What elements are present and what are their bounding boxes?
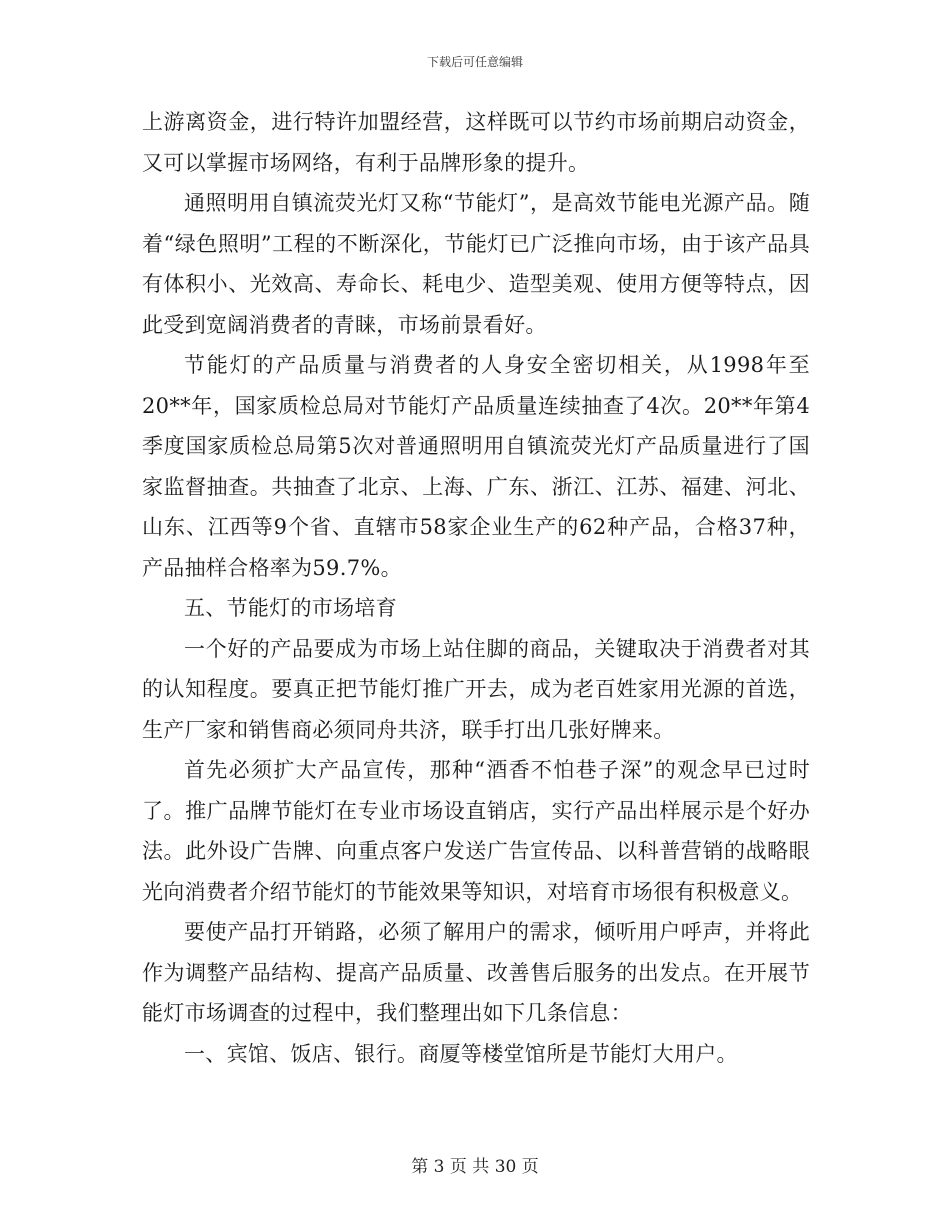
paragraph-quality-inspection: 节能灯的产品质量与消费者的人身安全密切相关，从1998年至20**年，国家质检总局对节能灯产品质量连续抽查了4次。20**年第4季度国家质检总局第5次对普通照明用自镇流荧光灯产品质量进行了国家监督抽查。共抽查了北京、上海、广东、浙江、江苏、福建、河北、山东、江西等9个省、直辖市58家企业生产的62种产品，合格37种，产品抽样合格率为59.7%。 [142,353,810,580]
paragraph-continuation: 上游离资金，进行特许加盟经营，这样既可以节约市场前期启动资金，又可以掌握市场网络，有利于品牌形象的提升。 [142,110,810,175]
document-body [142,102,810,1074]
paragraph-list-item-hotels: 一、宾馆、饭店、银行。商厦等楼堂馆所是节能灯大用户。 [184,1041,738,1066]
section-heading-market-cultivation: 五、节能灯的市场培育 [184,596,397,620]
page-header-note: 下载后可任意编辑 [426,55,523,69]
paragraph-intro-energy-saving-lamp: 通照明用自镇流荧光灯又称“节能灯”，是高效节能电光源产品。随着“绿色照明”工程的不断深化，节能灯已广泛推向市场，由于该产品具有体积小、光效高、寿命长、耗电少、造型美观、使用方便等特点，因此受到宽阔消费者的青睐，市场前景看好。 [142,191,810,337]
paragraph-consumer-awareness: 一个好的产品要成为市场上站住脚的商品，关键取决于消费者对其的认知程度。要真正把节能灯推广开去，成为老百姓家用光源的首选，生产厂家和销售商必须同舟共济，联手打出几张好牌来。 [142,636,810,742]
paragraph-product-promotion: 首先必须扩大产品宣传，那种“酒香不怕巷子深”的观念早已过时了。推广品牌节能灯在专业市场设直销店，实行产品出样展示是个好办法。此外设广告牌、向重点客户发送广告宣传品、以科普营销的战略眼光向消费者介绍节能灯的节能效果等知识，对培育市场很有积极意义。 [142,758,810,904]
page-number-footer: 第 3 页 共 30 页 [411,1157,539,1177]
paragraph-user-needs: 要使产品打开销路，必须了解用户的需求，倾听用户呼声，并将此作为调整产品结构、提高产品质量、改善售后服务的出发点。在开展节能灯市场调查的过程中，我们整理出如下几条信息： [142,920,810,1025]
